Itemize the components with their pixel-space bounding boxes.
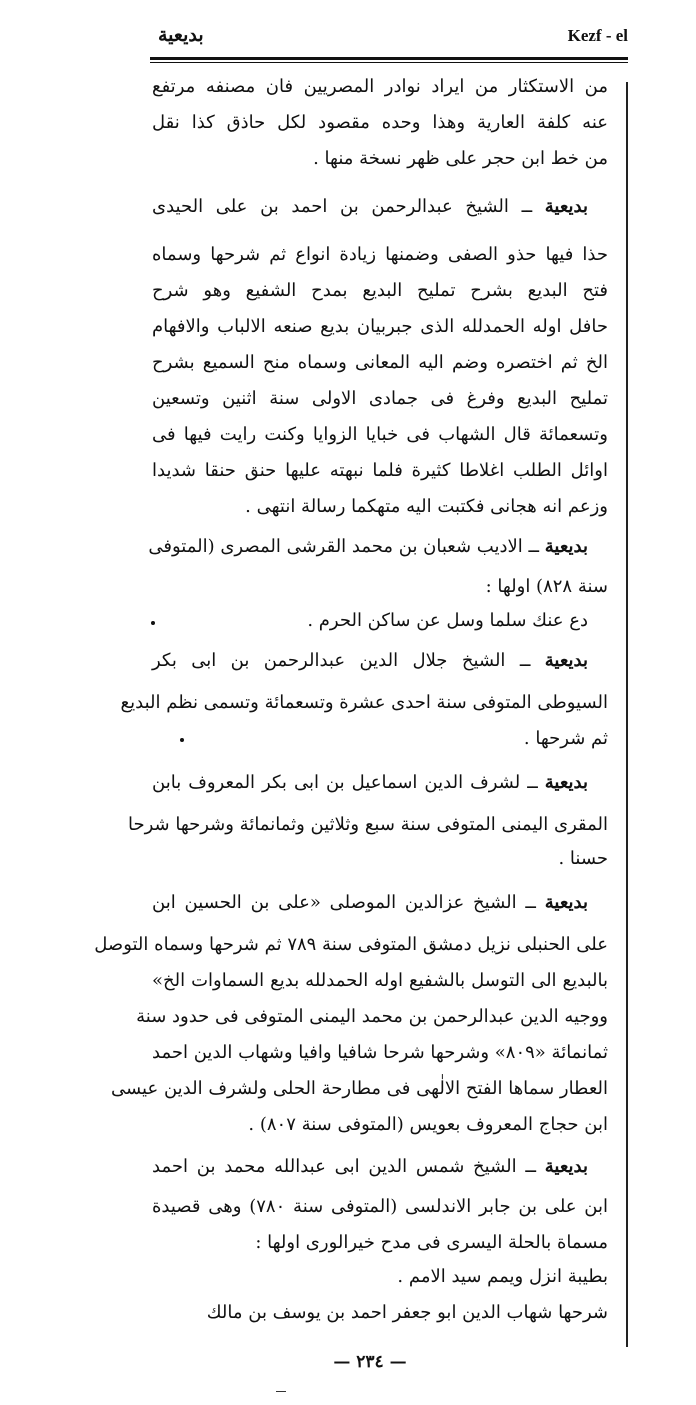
header-rule-thick bbox=[150, 57, 628, 60]
entry-keyword: بديعية bbox=[544, 772, 588, 793]
entry-heading-line: بديعية ــ لشرف الدين اسماعيل بن ابى بكر المعروف بابن bbox=[152, 772, 588, 793]
text-line: من الاستكثار من ايراد نوادر المصريين فان مصنفه مرتفع bbox=[152, 76, 608, 97]
text-line: حافل اوله الحمدلله الذى جبربيان بديع صنعه الالباب والافهام bbox=[152, 316, 608, 337]
text-line: شرحها شهاب الدين ابو جعفر احمد بن يوسف بن مالك bbox=[206, 1302, 608, 1323]
text-line: حذا فيها حذو الصفى وضمنها زيادة انواع ثم شرحها وسماه bbox=[152, 244, 608, 265]
entry-heading-line: بديعية ــ الشيخ جلال الدين عبدالرحمن بن ابى بكر bbox=[152, 650, 588, 671]
margin-rule bbox=[626, 82, 628, 1347]
text-line: اوائل الطلب اغلاطا كثيرة فلما نبهته عليها حنق حنقا شديدا bbox=[152, 460, 608, 481]
text-line: الخ ثم اختصره وضم اليه المعانى وسماه منح السميع بشرح bbox=[152, 352, 608, 373]
text-line: المقرى اليمنى المتوفى سنة سبع وثلاثين وثمانمائة وشرحها شرحا bbox=[127, 814, 608, 835]
entry-heading-line: بديعية ــ الشيخ عبدالرحمن بن احمد بن على الحيدى bbox=[152, 196, 588, 217]
entry-keyword: بديعية bbox=[544, 1156, 588, 1177]
text-line: تمليح البديع وفرغ فى جمادى الاولى سنة اثنين وتسعين bbox=[152, 388, 608, 409]
text-line: من خط ابن حجر على ظهر نسخة منها . bbox=[313, 148, 608, 169]
stray-dot bbox=[151, 621, 155, 625]
text-line: مسماة بالحلة اليسرى فى مدح خيرالورى اولها : bbox=[255, 1232, 608, 1253]
verse-line: دع عنك سلما وسل عن ساكن الحرم . bbox=[307, 610, 588, 631]
text-line: سنة ٨٢٨) اولها : bbox=[485, 576, 608, 597]
entry-heading-line: بديعية ــ الشيخ عزالدين الموصلى «على بن الحسين ابن bbox=[152, 892, 588, 913]
text-line: ابن حجاج المعروف بعويس (المتوفى سنة ٨٠٧) . bbox=[248, 1114, 608, 1135]
text-line: السيوطى المتوفى سنة احدى عشرة وتسعمائة وتسمى نظم البديع bbox=[120, 692, 608, 713]
text-line: وتسعمائة قال الشهاب فى خبايا الزوايا وكنت رايت فيها فى bbox=[152, 424, 608, 445]
text-line: العطار سماها الفتح الالٰهى فى مطارحة الحلى ولشرف الدين عيسى bbox=[111, 1078, 608, 1099]
verse-line: بطيبة انزل ويمم سيد الامم . bbox=[397, 1266, 608, 1287]
entry-keyword: بديعية bbox=[544, 892, 588, 913]
entry-keyword: بديعية bbox=[544, 536, 588, 557]
header-rule-thin bbox=[150, 62, 628, 63]
running-header bbox=[150, 26, 628, 56]
text-line: بالبديع الى التوسل بالشفيع اوله الحمدلله بديع السماوات الخ» bbox=[152, 970, 608, 991]
entry-heading-line: بديعية ــ الشيخ شمس الدين ابى عبدالله محمد بن احمد bbox=[152, 1156, 588, 1177]
entry-keyword: بديعية bbox=[544, 196, 588, 217]
text-line: عنه كلفة العارية وهذا وحده مقصود لكل حاذق كذا نقل bbox=[152, 112, 608, 133]
entry-heading-line: بديعية ــ الاديب شعبان بن محمد القرشى المصرى (المتوفى bbox=[148, 536, 588, 557]
stray-mark bbox=[276, 1391, 286, 1392]
page-number: — ٢٣٤ — bbox=[333, 1352, 407, 1372]
text-line: وزعم انه هجانى فكتبت اليه متهكما رسالة انتهى . bbox=[245, 496, 608, 517]
text-line: فتح البديع بشرح تمليح البديع بمدح الشفيع وهو شرح bbox=[152, 280, 608, 301]
running-head-latin: Kezf - el bbox=[567, 26, 628, 45]
text-line: حسنا . bbox=[558, 848, 608, 869]
text-line: ابن على بن جابر الاندلسى (المتوفى سنة ٧٨٠) وهى قصيدة bbox=[152, 1196, 608, 1217]
stray-dot bbox=[180, 738, 184, 742]
entry-keyword: بديعية bbox=[544, 650, 588, 671]
text-line: على الحنبلى نزيل دمشق المتوفى سنة ٧٨٩ ثم شرحها وسماه التوصل bbox=[94, 934, 608, 955]
text-line: ووجيه الدين عبدالرحمن بن محمد اليمنى المتوفى فى حدود سنة bbox=[136, 1006, 608, 1027]
text-line: ثمانمائة «٨٠٩» وشرحها شرحا شافيا وافيا وشهاب الدين احمد bbox=[152, 1042, 608, 1063]
text-line: ثم شرحها . bbox=[523, 728, 608, 749]
running-head-arabic: بديعية bbox=[158, 24, 204, 46]
